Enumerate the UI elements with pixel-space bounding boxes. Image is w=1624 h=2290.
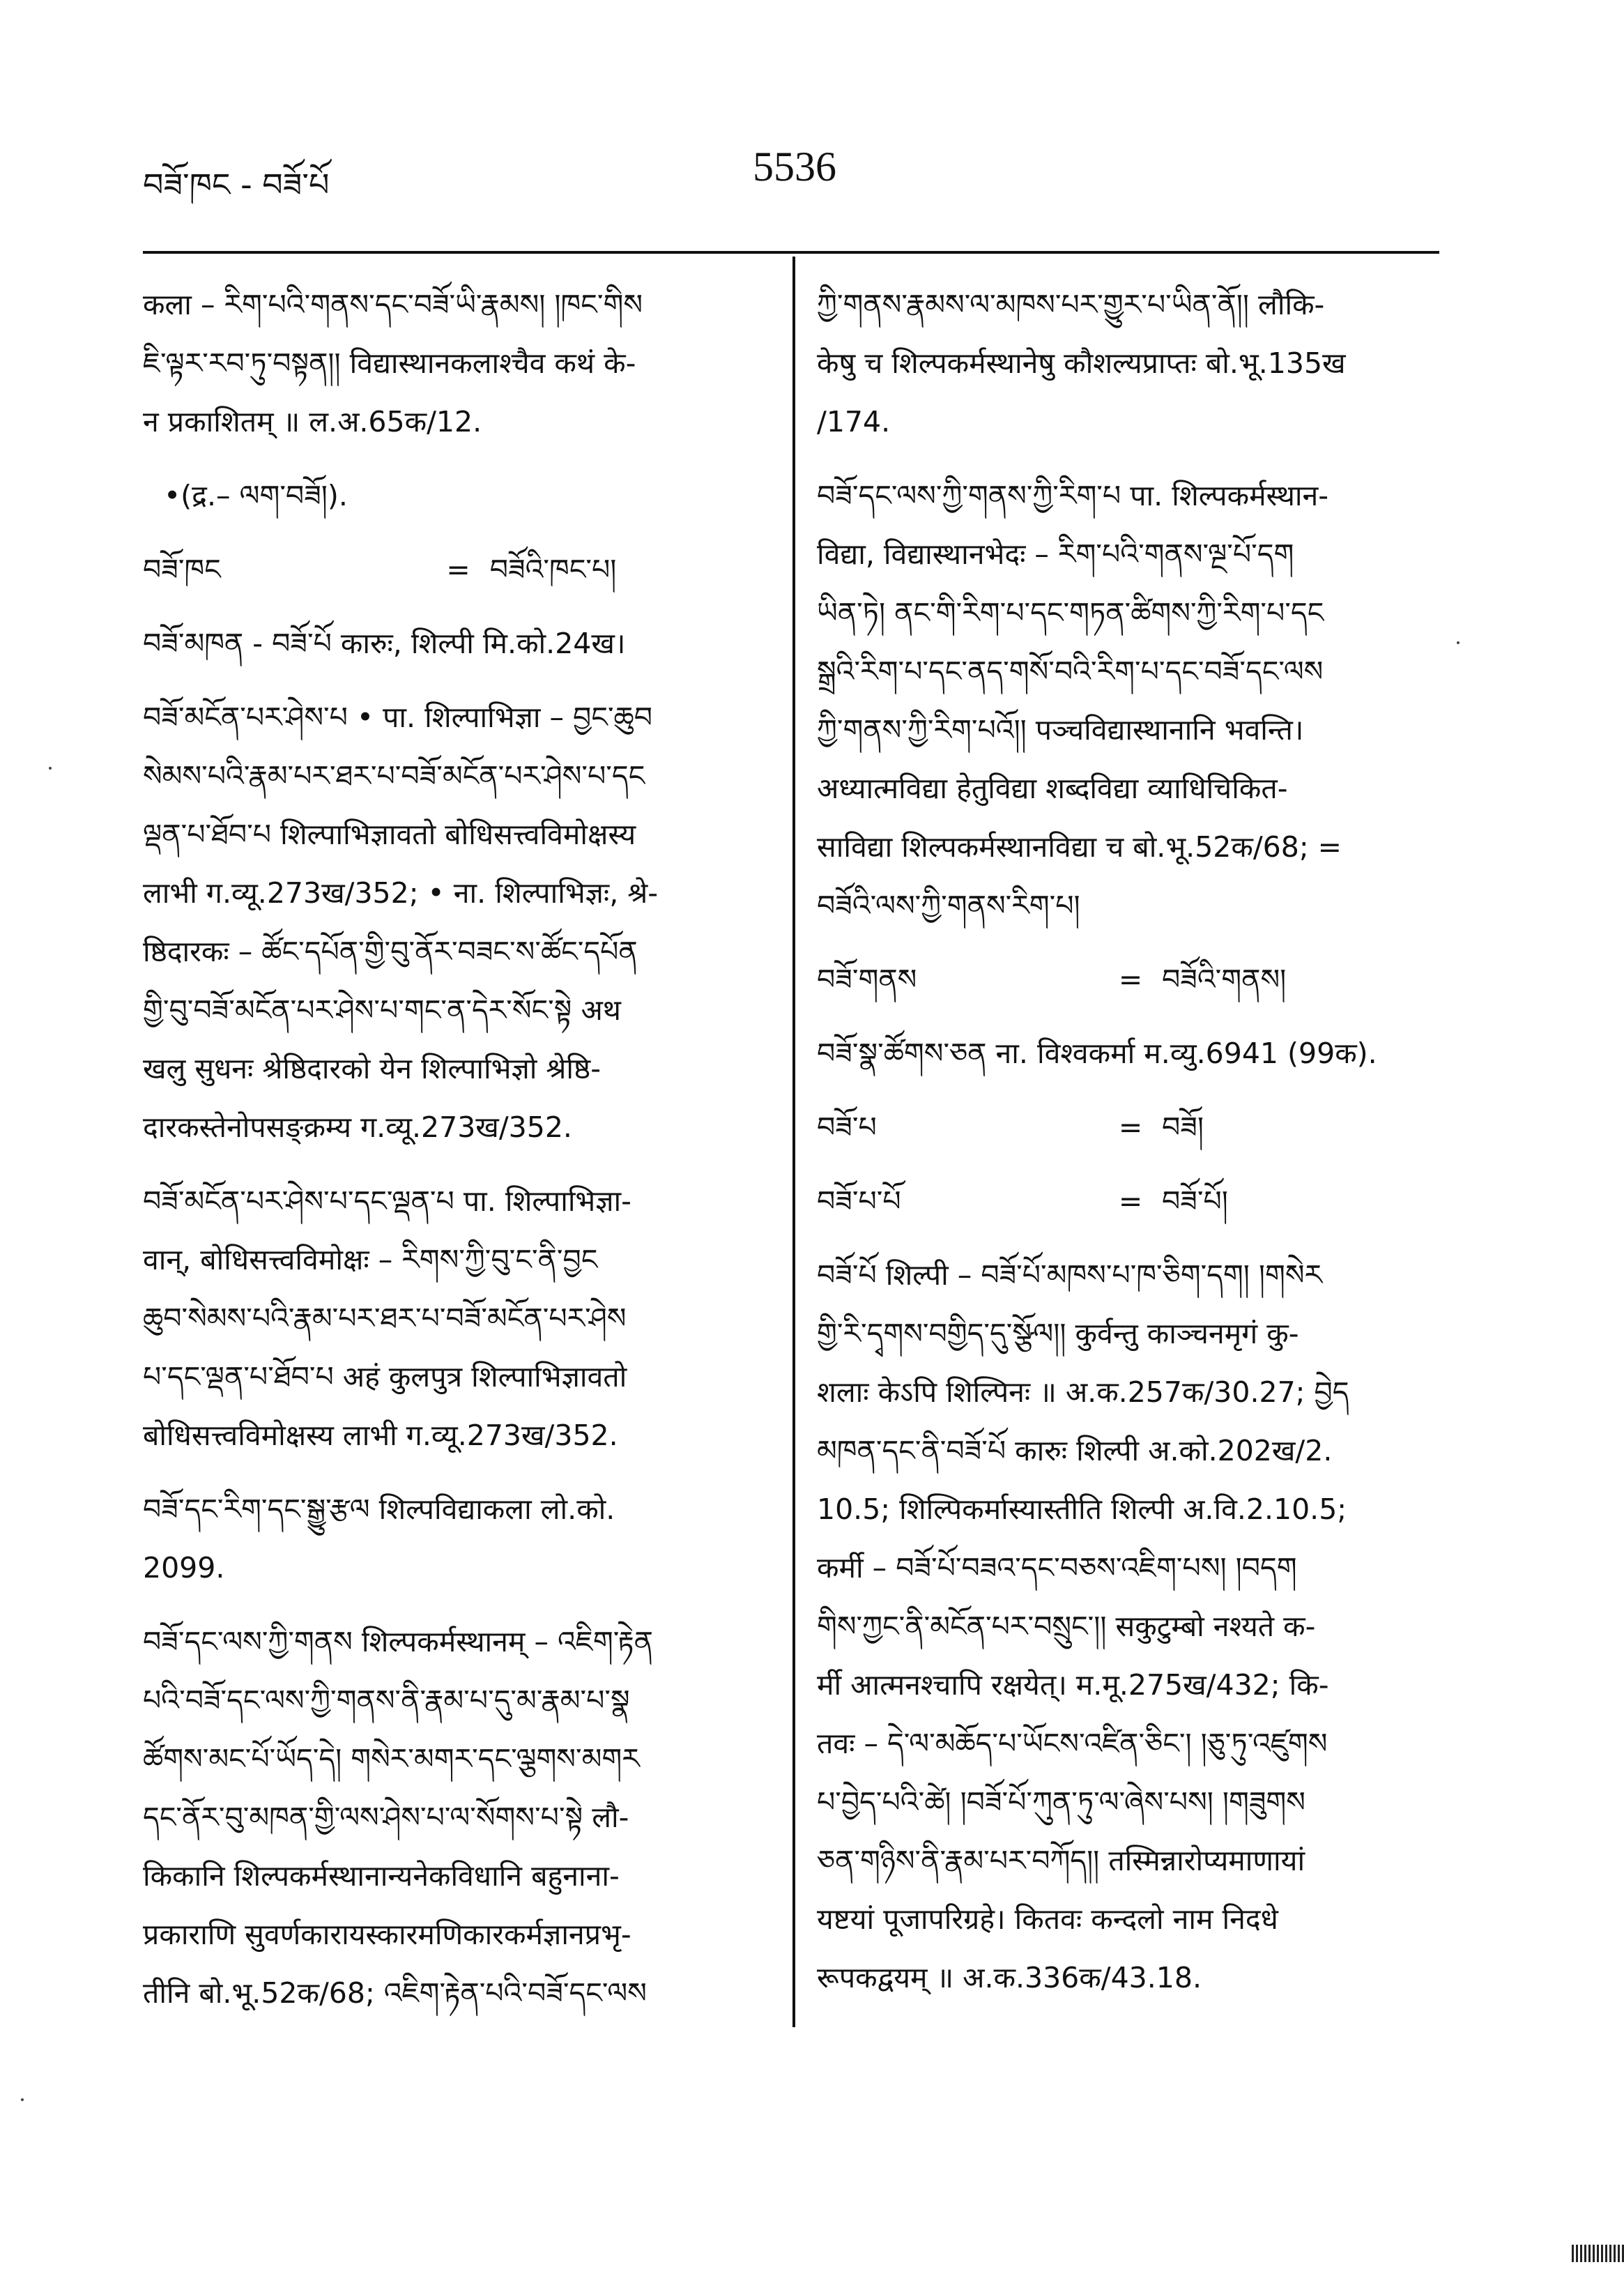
target-word: བཟོའི་གནས། (1162, 963, 1287, 996)
equivalence-entry (817, 950, 1444, 1009)
equivalence-entry (817, 1098, 1444, 1157)
equals-sign: = (1118, 1184, 1143, 1218)
target-word: བཟོ་པོ། (1162, 1184, 1228, 1218)
running-head: བཟོ་ཁང - བཟོ་པོ (143, 166, 330, 204)
dictionary-entry: བཟོ་དང་ལས་ཀྱི་གནས་ཀྱི་རིག་པ पा. शिल्पकर्मस्थान- विद्या, विद्यास्थानभेदः – རིག་པའི་གནས་ལྔ་པོ་དག ཡིན་ཏེ། ནང་གི་རིག་པ་དང་གཏན་ཚིགས་ཀྱི་རིག་པ་དང སྒྲའི་རིག་པ་དང་ནད་གསོ་བའི་རིག་པ་དང་བཟོ་དང་ལས ཀྱི་གནས་ཀྱི་རིག་པའོ།། पञ्चविद्यास्थानानि भवन्ति। अध्यात्मविद्या हेतुविद्या शब्दविद्या व्याधिचिकित- साविद्या शिल्पकर्मस्थानविद्या च बो.भू.52क/68; = བཟོའི་ལས་ཀྱི་གནས་རིག་པ། (817, 479, 1342, 922)
scan-edge-mark (1572, 2245, 1624, 2262)
equivalence-entry (143, 540, 774, 599)
dictionary-entry: कला – རིག་པའི་གནས་དང་བཟོ་ཡི་རྣམས། །ཁང་གིས ཇི་ལྟར་རབ་ཏུ་བསྟན།། विद्यास्थानकलाश्चैव कथं के- न प्रकाशितम् ॥ ल.अ.65क/12. (143, 288, 643, 438)
equals-sign: = (1118, 963, 1143, 996)
right-column (817, 275, 1444, 2022)
dictionary-entry: བཟོ་པོ शिल्पी – བཟོ་པོ་མཁས་པ་ཁ་ཅིག་དག། །གསེར གྱི་རི་དྭགས་བགྱིད་དུ་སྩོལ།། कुर्वन्तु काञ्चनमृगं कु- शलाः केऽपि शिल्पिनः ॥ अ.क.257क/30.27; བྱེད མཁན་དང་ནི་བཟོ་པོ कारुः शिल्पी अ.को.202ख/2. 10.5; शिल्पिकर्मास्यास्तीति शिल्पी अ.वि.2.10.5; कर्मी – བཟོ་པོ་བཟའ་དང་བཅས་འཇིག་པས། །བདག གིས་ཀྱང་ནི་མངོན་པར་བསྲུང་།། सकुटुम्बो नश्यते क- र्मी आत्मनश्चापि रक्षयेत्। म.मू.275ख/432; कि- तवः – དེ་ལ་མཆོད་པ་ཡོངས་འཛིན་ཅིང་། །ཅུ་ཏུ་འཛུགས པ་བྱེད་པའི་ཚེ། །བཟོ་པོ་ཀུན་ཏུ་ལ་ཞེས་པས། །གཟུགས ཅན་གཉིས་ནི་རྣམ་པར་བཀོད།། तस्मिन्नारोप्यमाणायां यष्टयां पूजापरिग्रहे। कितवः कन्दलो नाम निदधे रूपकद्वयम् ॥ अ.क.336क/43.18. (817, 1258, 1349, 1994)
dictionary-entry: ཀྱི་གནས་རྣམས་ལ་མཁས་པར་གྱུར་པ་ཡིན་ནོ།། लौकि- केषु च शिल्पकर्मस्थानेषु कौशल्यप्राप्तः बो.भू.135ख /174. (817, 288, 1346, 438)
left-column (143, 275, 774, 2038)
dictionary-entry: བཟོ་དང་རིག་དང་སྒྱུ་རྩལ शिल्पविद्याकला लो.को. 2099. (143, 1493, 615, 1585)
dictionary-entry: བཟོ་མངོན་པར་ཤེས་པ་དང་ལྡན་པ पा. शिल्पाभिज्ञा- वान्, बोधिसत्त्वविमोक्षः – རིགས་ཀྱི་བུ་ང་ནི་བྱང ཆུབ་སེམས་པའི་རྣམ་པར་ཐར་པ་བཟོ་མངོན་པར་ཤེས པ་དང་ལྡན་པ་ཐོབ་པ अहं कुलपुत्र शिल्पाभिज्ञावतो बोधिसत्त्वविमोक्षस्य लाभी ग.व्यू.273ख/352. (143, 1184, 631, 1452)
scan-speck (1457, 641, 1460, 644)
scan-speck (49, 767, 52, 770)
headword: བཟོ་པ (817, 1110, 877, 1144)
scan-speck (21, 2098, 24, 2101)
headword: བཟོ་པ་པོ (817, 1184, 901, 1218)
headword: བཟོ་ཁང (143, 553, 221, 586)
target-word: བཟོ། (1162, 1110, 1204, 1144)
dictionary-entry: བཟོ་དང་ལས་ཀྱི་གནས शिल्पकर्मस्थानम् – འཇིག་རྟེན པའི་བཟོ་དང་ལས་ཀྱི་གནས་ནི་རྣམ་པ་དུ་མ་རྣམ་པ་སྣ ཚོགས་མང་པོ་ཡོད་དེ། གསེར་མགར་དང་ལྕགས་མགར དང་ནོར་བུ་མཁན་གྱི་ལས་ཤེས་པ་ལ་སོགས་པ་སྟེ लौ- किकानि शिल्पकर्मस्थानान्यनेकविधानि बहुनाना- प्रकाराणि सुवर्णकारायस्कारमणिकारकर्मज्ञानप्रभृ- तीनि बो.भू.52क/68; འཇིག་རྟེན་པའི་བཟོ་དང་ལས (143, 1625, 653, 2010)
equals-sign: = (446, 553, 470, 586)
dictionary-entry: བཟོ་མངོན་པར་ཤེས་པ • पा. शिल्पाभिज्ञा – བྱང་ཆུབ སེམས་པའི་རྣམ་པར་ཐར་པ་བཟོ་མངོན་པར་ཤེས་པ་དང ལྡན་པ་ཐོབ་པ शिल्पाभिज्ञावतो बोधिसत्त्वविमोक्षस्य लाभी ग.व्यू.273ख/352; • ना. शिल्पाभिज्ञः, श्रे- ष्ठिदारकः – ཚོང་དཔོན་གྱི་བུ་ནོར་བཟང་ས་ཚོང་དཔོན གྱི་བུ་བཟོ་མངོན་པར་ཤེས་པ་གང་ན་དེར་སོང་སྟེ अथ खलु सुधनः श्रेष्ठिदारको येन शिल्पाभिज्ञो श्रेष्ठि- दारकस्तेनोपसङ्क्रम्य ग.व्यू.273ख/352. (143, 701, 659, 1144)
header-rule (143, 251, 1439, 254)
headword: བཟོ་གནས (817, 963, 917, 996)
target-word: བཟོའི་ཁང་པ། (489, 553, 617, 586)
page-number: 5536 (753, 144, 836, 190)
column-divider (792, 257, 795, 2027)
equivalence-entry (817, 1172, 1444, 1230)
dictionary-entry: བཟོ་སྣ་ཚོགས་ཅན ना. विश्वकर्मा म.व्यु.6941 (99क). (817, 1037, 1377, 1070)
cross-reference: •(द्र.– ལག་བཟོ།). (164, 479, 348, 512)
equals-sign: = (1118, 1110, 1143, 1144)
dictionary-entry: བཟོ་མཁན - བཟོ་པོ कारुः, शिल्पी मि.को.24ख। (143, 627, 626, 660)
